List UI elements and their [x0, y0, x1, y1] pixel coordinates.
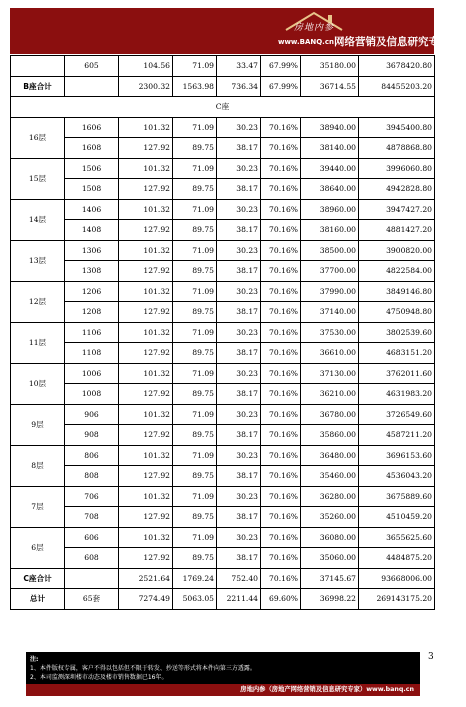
value-cell: 69.60% [261, 589, 301, 610]
unit-cell: 906 [65, 404, 119, 425]
value-cell: 101.32 [119, 527, 173, 548]
note-line: 1、本件版权专属，客户不得以包括但不限于转发、抄送等形式将本件向第三方透露。 [30, 665, 256, 672]
unit-cell: 608 [65, 548, 119, 569]
notes-title: 注: [30, 656, 39, 663]
footer-strip [26, 684, 420, 696]
unit-cell: 1606 [65, 117, 119, 138]
value-cell: 4822584.00 [359, 261, 435, 282]
value-cell: 35180.00 [301, 56, 359, 77]
table-row [11, 507, 435, 528]
value-cell: 101.32 [119, 322, 173, 343]
unit-cell: 1506 [65, 158, 119, 179]
unit-cell: 808 [65, 466, 119, 487]
value-cell: 70.16% [261, 179, 301, 200]
value-cell: 30.23 [217, 281, 261, 302]
unit-cell: 1608 [65, 138, 119, 159]
total-label: B座合计 [11, 76, 65, 97]
price-table [10, 55, 435, 610]
table-row [11, 445, 435, 466]
value-cell: 70.16% [261, 466, 301, 487]
table-row [11, 343, 435, 364]
value-cell: 3900820.00 [359, 240, 435, 261]
value-cell: 101.32 [119, 117, 173, 138]
value-cell: 30.23 [217, 363, 261, 384]
page-number: 3 [428, 652, 434, 662]
logo-url: www.BANQ.cn [278, 38, 334, 46]
value-cell: 36280.00 [301, 486, 359, 507]
value-cell: 37700.00 [301, 261, 359, 282]
floor-cell: 8层 [11, 445, 65, 486]
value-cell: 38.17 [217, 466, 261, 487]
value-cell: 71.09 [173, 158, 217, 179]
unit-cell: 1208 [65, 302, 119, 323]
value-cell: 3726549.60 [359, 404, 435, 425]
value-cell: 2300.32 [119, 76, 173, 97]
value-cell: 30.23 [217, 404, 261, 425]
value-cell: 93668006.00 [359, 568, 435, 589]
value-cell: 3655625.60 [359, 527, 435, 548]
value-cell: 127.92 [119, 220, 173, 241]
table-row [11, 425, 435, 446]
value-cell: 101.32 [119, 158, 173, 179]
value-cell: 101.32 [119, 281, 173, 302]
table-row [11, 138, 435, 159]
total-label: 总计 [11, 589, 65, 610]
value-cell: 4878868.80 [359, 138, 435, 159]
value-cell: 38960.00 [301, 199, 359, 220]
value-cell: 70.16% [261, 507, 301, 528]
floor-cell: 12层 [11, 281, 65, 322]
value-cell: 30.23 [217, 199, 261, 220]
value-cell: 38.17 [217, 384, 261, 405]
unit-cell: 1406 [65, 199, 119, 220]
value-cell: 127.92 [119, 343, 173, 364]
value-cell: 70.16% [261, 117, 301, 138]
floor-cell: 13层 [11, 240, 65, 281]
value-cell: 71.09 [173, 404, 217, 425]
unit-cell: 708 [65, 507, 119, 528]
value-cell: 71.09 [173, 281, 217, 302]
value-cell: 70.16% [261, 302, 301, 323]
value-cell: 30.23 [217, 445, 261, 466]
unit-cell: 1008 [65, 384, 119, 405]
unit-cell: 1306 [65, 240, 119, 261]
value-cell: 89.75 [173, 220, 217, 241]
value-cell: 101.32 [119, 445, 173, 466]
value-cell: 37530.00 [301, 322, 359, 343]
value-cell: 36480.00 [301, 445, 359, 466]
table-row [11, 179, 435, 200]
value-cell: 70.16% [261, 240, 301, 261]
value-cell: 38.17 [217, 507, 261, 528]
value-cell: 7274.49 [119, 589, 173, 610]
value-cell: 3945400.80 [359, 117, 435, 138]
value-cell: 70.16% [261, 158, 301, 179]
value-cell: 70.16% [261, 527, 301, 548]
table-row [11, 466, 435, 487]
value-cell: 39440.00 [301, 158, 359, 179]
table-row [11, 220, 435, 241]
unit-cell: 1308 [65, 261, 119, 282]
value-cell: 71.09 [173, 117, 217, 138]
value-cell: 752.40 [217, 568, 261, 589]
value-cell: 127.92 [119, 302, 173, 323]
c-total-row [11, 568, 435, 589]
value-cell: 37145.67 [301, 568, 359, 589]
floor-cell: 11层 [11, 322, 65, 363]
value-cell: 89.75 [173, 302, 217, 323]
value-cell: 3762011.60 [359, 363, 435, 384]
value-cell: 37140.00 [301, 302, 359, 323]
value-cell: 71.09 [173, 240, 217, 261]
value-cell: 4750948.80 [359, 302, 435, 323]
value-cell: 70.16% [261, 363, 301, 384]
value-cell: 38.17 [217, 179, 261, 200]
table-row [11, 486, 435, 507]
value-cell: 70.16% [261, 404, 301, 425]
unit-cell [65, 568, 119, 589]
value-cell: 3675889.60 [359, 486, 435, 507]
value-cell: 70.16% [261, 220, 301, 241]
value-cell: 4683151.20 [359, 343, 435, 364]
table-row [11, 240, 435, 261]
b-total-row [11, 76, 435, 97]
value-cell: 70.16% [261, 384, 301, 405]
unit-cell: 908 [65, 425, 119, 446]
value-cell: 37990.00 [301, 281, 359, 302]
value-cell: 70.16% [261, 425, 301, 446]
unit-count-cell: 65套 [65, 589, 119, 610]
grand-total-row [11, 589, 435, 610]
value-cell: 30.23 [217, 486, 261, 507]
value-cell: 38.17 [217, 138, 261, 159]
unit-cell: 806 [65, 445, 119, 466]
value-cell: 67.99% [261, 56, 301, 77]
value-cell: 38.17 [217, 343, 261, 364]
floor-cell [11, 56, 65, 77]
value-cell: 269143175.20 [359, 589, 435, 610]
header-banner [10, 8, 450, 54]
value-cell: 71.09 [173, 527, 217, 548]
value-cell: 38140.00 [301, 138, 359, 159]
value-cell: 36210.00 [301, 384, 359, 405]
unit-cell: 1106 [65, 322, 119, 343]
value-cell: 35460.00 [301, 466, 359, 487]
floor-cell: 7层 [11, 486, 65, 527]
table-row [11, 199, 435, 220]
value-cell: 71.09 [173, 445, 217, 466]
value-cell: 89.75 [173, 548, 217, 569]
value-cell: 30.23 [217, 527, 261, 548]
value-cell: 127.92 [119, 138, 173, 159]
value-cell: 89.75 [173, 425, 217, 446]
value-cell: 35860.00 [301, 425, 359, 446]
value-cell: 30.23 [217, 322, 261, 343]
total-label: C座合计 [11, 568, 65, 589]
note-line: 2、本司监测深圳楼市动态及楼市销售数据已16年。 [30, 674, 168, 681]
value-cell: 127.92 [119, 466, 173, 487]
value-cell: 89.75 [173, 384, 217, 405]
notes-band [26, 652, 420, 696]
value-cell: 71.09 [173, 322, 217, 343]
table-row [11, 56, 435, 77]
value-cell: 35260.00 [301, 507, 359, 528]
unit-cell: 1408 [65, 220, 119, 241]
value-cell: 4510459.20 [359, 507, 435, 528]
footer-text: 房地内参（房地产网络营销及信息研究专家）www.banq.cn [240, 686, 414, 693]
value-cell: 33.47 [217, 56, 261, 77]
table-row [11, 261, 435, 282]
value-cell: 101.32 [119, 363, 173, 384]
logo [272, 10, 450, 52]
section-row [11, 97, 435, 118]
value-cell: 101.32 [119, 199, 173, 220]
value-cell: 71.09 [173, 56, 217, 77]
floor-cell: 15层 [11, 158, 65, 199]
value-cell: 84455203.20 [359, 76, 435, 97]
table-row [11, 281, 435, 302]
value-cell: 30.23 [217, 240, 261, 261]
unit-cell [65, 76, 119, 97]
value-cell: 4631983.20 [359, 384, 435, 405]
value-cell: 71.09 [173, 363, 217, 384]
table-row [11, 363, 435, 384]
value-cell: 101.32 [119, 240, 173, 261]
value-cell: 2211.44 [217, 589, 261, 610]
value-cell: 3678420.80 [359, 56, 435, 77]
unit-cell: 1108 [65, 343, 119, 364]
value-cell: 38.17 [217, 548, 261, 569]
notes [30, 655, 256, 682]
section-label: C座 [11, 97, 435, 118]
value-cell: 36998.22 [301, 589, 359, 610]
table-row [11, 384, 435, 405]
value-cell: 1769.24 [173, 568, 217, 589]
table-row [11, 527, 435, 548]
unit-cell: 706 [65, 486, 119, 507]
table-row [11, 548, 435, 569]
value-cell: 127.92 [119, 548, 173, 569]
logo-script: 房地内参 [294, 23, 335, 33]
value-cell: 89.75 [173, 138, 217, 159]
value-cell: 4942828.80 [359, 179, 435, 200]
value-cell: 101.32 [119, 486, 173, 507]
table-row [11, 117, 435, 138]
table-row [11, 302, 435, 323]
value-cell: 38.17 [217, 261, 261, 282]
value-cell: 38640.00 [301, 179, 359, 200]
value-cell: 4587211.20 [359, 425, 435, 446]
value-cell: 127.92 [119, 179, 173, 200]
value-cell: 4881427.20 [359, 220, 435, 241]
value-cell: 70.16% [261, 138, 301, 159]
floor-cell: 14层 [11, 199, 65, 240]
table-row [11, 404, 435, 425]
value-cell: 70.16% [261, 261, 301, 282]
value-cell: 3696153.60 [359, 445, 435, 466]
value-cell: 71.09 [173, 199, 217, 220]
value-cell: 38940.00 [301, 117, 359, 138]
value-cell: 736.34 [217, 76, 261, 97]
value-cell: 36780.00 [301, 404, 359, 425]
floor-cell: 9层 [11, 404, 65, 445]
value-cell: 37130.00 [301, 363, 359, 384]
table-row [11, 322, 435, 343]
value-cell: 3947427.20 [359, 199, 435, 220]
value-cell: 38.17 [217, 302, 261, 323]
logo-title: 网络营销及信息研究专家 [334, 36, 450, 48]
value-cell: 89.75 [173, 466, 217, 487]
value-cell: 89.75 [173, 261, 217, 282]
table-row [11, 158, 435, 179]
value-cell: 70.16% [261, 281, 301, 302]
value-cell: 38500.00 [301, 240, 359, 261]
value-cell: 36610.00 [301, 343, 359, 364]
value-cell: 67.99% [261, 76, 301, 97]
unit-cell: 605 [65, 56, 119, 77]
value-cell: 127.92 [119, 384, 173, 405]
unit-cell: 606 [65, 527, 119, 548]
value-cell: 4536043.20 [359, 466, 435, 487]
floor-cell: 6层 [11, 527, 65, 568]
value-cell: 30.23 [217, 158, 261, 179]
value-cell: 127.92 [119, 507, 173, 528]
value-cell: 70.16% [261, 568, 301, 589]
value-cell: 2521.64 [119, 568, 173, 589]
floor-cell: 10层 [11, 363, 65, 404]
value-cell: 70.16% [261, 343, 301, 364]
value-cell: 101.32 [119, 404, 173, 425]
value-cell: 89.75 [173, 179, 217, 200]
value-cell: 104.56 [119, 56, 173, 77]
value-cell: 70.16% [261, 445, 301, 466]
value-cell: 70.16% [261, 199, 301, 220]
value-cell: 1563.98 [173, 76, 217, 97]
value-cell: 36080.00 [301, 527, 359, 548]
unit-cell: 1206 [65, 281, 119, 302]
value-cell: 89.75 [173, 343, 217, 364]
value-cell: 3849146.80 [359, 281, 435, 302]
value-cell: 127.92 [119, 261, 173, 282]
value-cell: 70.16% [261, 322, 301, 343]
unit-cell: 1006 [65, 363, 119, 384]
value-cell: 38160.00 [301, 220, 359, 241]
floor-cell: 16层 [11, 117, 65, 158]
value-cell: 127.92 [119, 425, 173, 446]
value-cell: 38.17 [217, 425, 261, 446]
value-cell: 3996060.80 [359, 158, 435, 179]
value-cell: 30.23 [217, 117, 261, 138]
value-cell: 5063.05 [173, 589, 217, 610]
value-cell: 70.16% [261, 548, 301, 569]
value-cell: 70.16% [261, 486, 301, 507]
value-cell: 36714.55 [301, 76, 359, 97]
value-cell: 35060.00 [301, 548, 359, 569]
value-cell: 71.09 [173, 486, 217, 507]
value-cell: 4484875.20 [359, 548, 435, 569]
value-cell: 38.17 [217, 220, 261, 241]
value-cell: 3802539.60 [359, 322, 435, 343]
value-cell: 89.75 [173, 507, 217, 528]
unit-cell: 1508 [65, 179, 119, 200]
